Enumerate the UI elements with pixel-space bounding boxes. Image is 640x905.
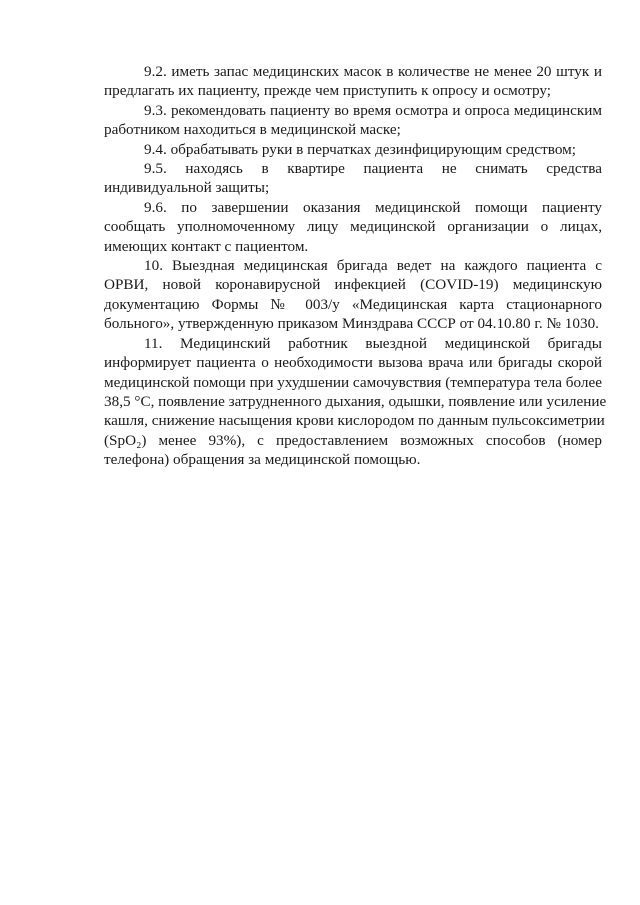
paragraph-9-3 xyxy=(104,101,602,140)
paragraph-line: 9.3. рекомендовать пациенту во время осмотра и опроса медицинским xyxy=(144,101,602,119)
paragraph-10 xyxy=(104,256,602,334)
paragraph-line: сообщать уполномоченному лицу медицинской организации о лицах, xyxy=(104,218,602,236)
paragraph-line: телефона) обращения за медицинской помощью. xyxy=(104,451,421,469)
paragraph-line: 9.5. находясь в квартире пациента не снимать средства xyxy=(144,160,602,178)
paragraph-line: 38,5 °С, появление затрудненного дыхания, одышки, появление или усиление xyxy=(104,392,607,410)
paragraph-line: индивидуальной защиты; xyxy=(104,179,270,197)
paragraph-line: 9.2. иметь запас медицинских масок в количестве не менее 20 штук и xyxy=(144,63,602,80)
document-body xyxy=(104,62,607,470)
paragraph-9-6 xyxy=(104,198,602,256)
paragraph-line: ОРВИ, новой коронавирусной инфекцией (COVID-19) медицинскую xyxy=(104,276,602,294)
paragraph-11 xyxy=(104,334,607,470)
paragraph-line: документацию Формы № 003/у «Медицинская карта стационарного xyxy=(104,295,602,313)
paragraph-line: (SpO₂) менее 93%), с предоставлением возможных способов (номер xyxy=(104,431,602,449)
paragraph-line: 9.4. обрабатывать руки в перчатках дезинфицирующим средством; xyxy=(144,140,576,158)
paragraph-line: больного», утвержденную приказом Минздрава СССР от 04.10.80 г. № 1030. xyxy=(104,315,599,333)
paragraph-9-5 xyxy=(104,159,602,198)
paragraph-line: медицинской помощи при ухудшении самочувствия (температура тела более xyxy=(104,373,602,391)
paragraph-line: информирует пациента о необходимости вызова врача или бригады скорой xyxy=(104,354,602,372)
paragraph-line: кашля, снижение насыщения крови кислородом по данным пульсоксиметрии xyxy=(104,412,605,430)
paragraph-line: имеющих контакт с пациентом. xyxy=(104,237,309,255)
paragraph-line: 11. Медицинский работник выездной медицинской бригады xyxy=(144,334,602,352)
paragraph-9-2 xyxy=(104,62,602,101)
paragraph-line: 10. Выездная медицинская бригада ведет на каждого пациента с xyxy=(144,257,602,275)
paragraph-line: работником находиться в медицинской маске; xyxy=(104,121,401,139)
paragraph-line: 9.6. по завершении оказания медицинской помощи пациенту xyxy=(144,198,602,216)
paragraph-9-4 xyxy=(104,140,602,159)
paragraph-line: предлагать их пациенту, прежде чем приступить к опросу и осмотру; xyxy=(104,82,551,100)
